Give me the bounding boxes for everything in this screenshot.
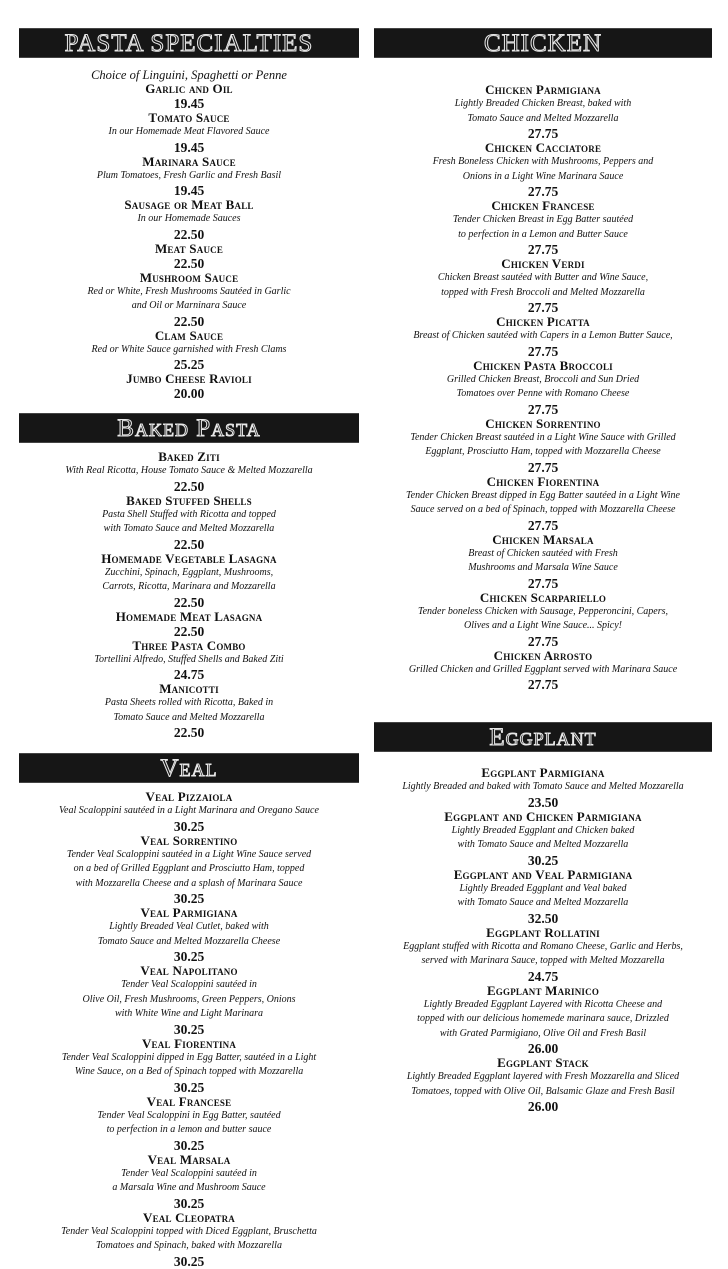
- menu-item-price: 27.75: [527, 677, 559, 692]
- menu-item: [19, 1153, 359, 1211]
- menu-item-price: 22.50: [173, 478, 205, 494]
- menu-item-price: 30.25: [173, 1137, 205, 1153]
- menu-item-price: 30.25: [173, 1021, 205, 1037]
- menu-item-name: Chicken Arrosto: [493, 647, 593, 663]
- menu-item: [374, 533, 712, 591]
- veal-header: [19, 753, 359, 783]
- menu-item-price: 30.25: [173, 1253, 205, 1269]
- menu-item-price: 22.50: [173, 725, 205, 740]
- menu-item-name: Veal Fiorentina: [141, 1035, 237, 1051]
- menu-item-description: Tender boneless Chicken with Sausage, Pepperoncini, Capers, Olives and a Light Wine Sauce... Spicy!: [417, 605, 669, 631]
- menu-item: [19, 372, 359, 401]
- menu-item-name: Baked Stuffed Shells: [126, 492, 252, 508]
- menu-item: [374, 475, 712, 533]
- menu-item-price: 30.25: [173, 1195, 205, 1211]
- menu-item-name: Three Pasta Combo: [132, 637, 246, 653]
- menu-item-name: Chicken Marsala: [492, 531, 594, 547]
- menu-item-price: 19.45: [173, 183, 205, 198]
- menu-item: [374, 315, 712, 359]
- menu-item-description: Pasta Shell Stuffed with Ricotta and topped with Tomato Sauce and Melted Mozzarella: [102, 508, 276, 534]
- menu-item-description: Tender Veal Scaloppini sautéed in Olive Oil, Fresh Mushrooms, Green Peppers, Onions with White Wine and Light Marinara: [82, 979, 296, 1019]
- chicken-items: [374, 83, 712, 692]
- veal-items: [19, 790, 359, 1269]
- menu-item-description: Tender Veal Scaloppini sautéed in a Marsala Wine and Mushroom Sauce: [112, 1167, 266, 1193]
- menu-item-description: Red or White, Fresh Mushrooms Sautéed in Garlic and Oil or Marninara Sauce: [87, 285, 291, 311]
- menu-item: [19, 82, 359, 111]
- menu-item: [19, 155, 359, 199]
- menu-item-description: Grilled Chicken and Grilled Eggplant served with Marinara Sauce: [408, 663, 678, 675]
- menu-item-description: Tender Chicken Breast sautéed in a Light Wine Sauce with Grilled Eggplant, Prosciutto Ham, topped with Mozzarella Cheese: [410, 431, 676, 457]
- menu-item-description: Fresh Boneless Chicken with Mushrooms, Peppers and Onions in a Light Wine Marinara Sauce: [432, 156, 654, 182]
- menu-item-name: Marinara Sauce: [142, 153, 236, 169]
- menu-item-name: Jumbo Cheese Ravioli: [126, 371, 252, 386]
- pasta-specialties-title: PASTA SPECIALTIES: [64, 29, 314, 57]
- menu-item-price: 27.75: [527, 633, 559, 649]
- menu-item-description: Tender Veal Scaloppini dipped in Egg Batter, sautéed in a Light Wine Sauce, on a Bed of Spinach topped with Mozzarella: [61, 1051, 317, 1077]
- menu-item: [19, 1037, 359, 1095]
- menu-item-name: Eggplant Parmigiana: [481, 765, 605, 780]
- menu-item-description: Lightly Breaded Eggplant and Chicken baked with Tomato Sauce and Melted Mozzarella: [451, 824, 635, 850]
- menu-item: [19, 242, 359, 271]
- menu-item-name: Chicken Fiorentina: [486, 473, 600, 489]
- menu-item-price: 27.75: [527, 459, 559, 475]
- menu-item-name: Chicken Francese: [491, 198, 595, 213]
- menu-item: [19, 329, 359, 373]
- menu-item-description: Lightly Breaded Eggplant Layered with Ricotta Cheese and topped with our delicious homemede marinara sauce, Drizzled with Grated Parmigiano, Olive Oil and Fresh Basil: [417, 998, 669, 1039]
- menu-item-description: In our Homemade Sauces: [137, 213, 241, 224]
- menu-item: [374, 257, 712, 315]
- menu-item-price: 26.00: [527, 1041, 559, 1056]
- menu-item-price: 30.25: [173, 949, 205, 964]
- menu-item: [374, 1056, 712, 1114]
- menu-item: [374, 359, 712, 417]
- menu-item-price: 22.50: [173, 313, 205, 329]
- menu-item-price: 27.75: [527, 126, 559, 141]
- menu-item-price: 27.75: [527, 517, 559, 533]
- menu-item: [19, 1095, 359, 1153]
- pasta-specialties-header: [19, 28, 359, 58]
- menu-item: [19, 906, 359, 964]
- menu-item-name: Chicken Picatta: [496, 314, 590, 329]
- menu-item-description: Chicken Breast sautéed with Butter and Wine Sauce, topped with Fresh Broccoli and Melted Mozzarella: [437, 272, 649, 298]
- menu-item: [19, 198, 359, 242]
- menu-item-description: In our Homemade Meat Flavored Sauce: [108, 126, 270, 137]
- menu-item-description: Pasta Sheets rolled with Ricotta, Baked in Tomato Sauce and Melted Mozzarella: [104, 697, 274, 723]
- menu-item-name: Eggplant and Chicken Parmigiana: [444, 808, 642, 824]
- menu-item-name: Mushroom Sauce: [139, 269, 239, 285]
- menu-item-name: Homemade Vegetable Lasagna: [101, 550, 277, 566]
- menu-item-description: Tender Veal Scaloppini topped with Diced Eggplant, Bruschetta Tomatoes and Spinach, baked with Mozzarella: [61, 1225, 317, 1251]
- menu-item: [374, 83, 712, 141]
- menu-item-description: Zucchini, Spinach, Eggplant, Mushrooms, Carrots, Ricotta, Marinara and Mozzarella: [102, 566, 276, 592]
- menu-item-price: 22.50: [173, 536, 205, 552]
- menu-item-name: Chicken Cacciatore: [484, 140, 602, 155]
- menu-item: [19, 790, 359, 834]
- chicken-title: CHICKEN: [483, 29, 603, 57]
- menu-item-name: Eggplant and Veal Parmigiana: [453, 866, 633, 882]
- menu-item: [19, 1211, 359, 1269]
- menu-item-name: Chicken Sorrentino: [485, 415, 601, 431]
- menu-item: [19, 610, 359, 639]
- menu-item-name: Veal Sorrentino: [140, 832, 238, 848]
- menu-item-price: 30.25: [527, 852, 559, 868]
- menu-item-description: Grilled Chicken Breast, Broccoli and Sun Dried Tomatoes over Penne with Romano Cheese: [446, 373, 640, 399]
- menu-item: [19, 111, 359, 155]
- menu-item-name: Eggplant Stack: [497, 1055, 589, 1070]
- menu-item-name: Chicken Scarpariello: [479, 589, 607, 605]
- eggplant-header: [374, 722, 712, 752]
- menu-item-description: Breast of Chicken sautéed with Capers in a Lemon Butter Sauce,: [413, 330, 673, 341]
- menu-item-description: Red or White Sauce garnished with Fresh Clams: [91, 343, 287, 355]
- left-column: [19, 28, 359, 1269]
- menu-item: [374, 984, 712, 1057]
- menu-item: [374, 141, 712, 199]
- menu-item-price: 27.75: [527, 401, 559, 417]
- menu-item-name: Chicken Pasta Broccoli: [473, 357, 613, 373]
- menu-item: [19, 682, 359, 740]
- menu-item-name: Veal Pizzaiola: [145, 789, 233, 804]
- menu-item: [374, 926, 712, 984]
- menu-item-name: Homemade Meat Lasagna: [115, 608, 263, 624]
- menu-item: [374, 417, 712, 475]
- menu-item: [19, 494, 359, 552]
- menu-item-price: 22.50: [173, 255, 205, 271]
- menu-item-description: Tender Veal Scaloppini sautéed in a Light Wine Sauce served on a bed of Grilled Eggplant and Prosciutto Ham, topped with Mozzarella Cheese and a splash of Marinara Sauce: [66, 848, 312, 889]
- menu-item: [374, 766, 712, 810]
- menu-item-name: Eggplant Rollatini: [486, 924, 600, 940]
- menu-item-name: Veal Cleopatra: [142, 1209, 235, 1225]
- menu-item-price: 22.50: [173, 226, 205, 242]
- menu-item-description: Lightly Breaded and baked with Tomato Sauce and Melted Mozzarella: [402, 781, 684, 792]
- eggplant-items: [374, 766, 712, 1114]
- menu-item-description: Tender Veal Scaloppini in Egg Batter, sautéed to perfection in a lemon and butter sauce: [97, 1109, 281, 1135]
- menu-item-name: Veal Francese: [146, 1093, 232, 1109]
- menu-item-price: 27.75: [527, 343, 559, 359]
- menu-item-description: Eggplant stuffed with Ricotta and Romano Cheese, Garlic and Herbs, served with Marinara Sauce, topped with Melted Mozzarella: [403, 940, 683, 966]
- menu-item: [374, 591, 712, 649]
- menu-item-name: Baked Ziti: [158, 449, 220, 464]
- menu-item-name: Veal Napolitano: [140, 963, 238, 978]
- menu-item-description: Breast of Chicken sautéed with Fresh Mushrooms and Marsala Wine Sauce: [468, 547, 618, 573]
- menu-item-description: Tortellini Alfredo, Stuffed Shells and Baked Ziti: [94, 653, 284, 665]
- menu-item-price: 25.25: [173, 357, 205, 372]
- menu-item-name: Garlic and Oil: [145, 81, 233, 96]
- veal-title: Veal: [160, 754, 218, 782]
- menu-item-name: Chicken Verdi: [501, 256, 585, 271]
- baked-pasta-header: [19, 413, 359, 443]
- eggplant-title: Eggplant: [489, 723, 597, 751]
- menu-item-price: 19.45: [173, 96, 205, 111]
- menu-item-description: Lightly Breaded Eggplant and Veal baked with Tomato Sauce and Melted Mozzarella: [457, 882, 629, 908]
- right-column: [374, 28, 712, 1114]
- menu-item-price: 23.50: [527, 794, 559, 810]
- menu-item: [19, 834, 359, 907]
- menu-item-price: 30.25: [173, 818, 205, 834]
- menu-item-name: Manicotti: [159, 681, 219, 696]
- menu-item-description: With Real Ricotta, House Tomato Sauce & Melted Mozzarella: [65, 465, 313, 476]
- menu-item-description: Tender Chicken Breast in Egg Batter sautéed to perfection in a Lemon and Butter Sauce: [452, 214, 634, 240]
- menu-item-price: 24.75: [173, 667, 205, 682]
- baked-pasta-items: [19, 450, 359, 740]
- menu-item-price: 30.25: [173, 891, 205, 906]
- menu-item-price: 24.75: [527, 968, 559, 984]
- menu-item-description: Veal Scaloppini sautéed in a Light Marinara and Oregano Sauce: [59, 805, 319, 816]
- menu-item-name: Eggplant Marinico: [486, 982, 600, 998]
- menu-item: [374, 810, 712, 868]
- menu-item: [19, 552, 359, 610]
- menu-item-price: 20.00: [173, 386, 205, 401]
- menu-item-name: Meat Sauce: [154, 240, 224, 256]
- menu-item: [19, 639, 359, 683]
- menu-item-price: 26.00: [527, 1099, 559, 1114]
- menu-item-price: 27.75: [527, 242, 559, 257]
- pasta-items: [19, 82, 359, 401]
- menu-item-name: Veal Marsala: [147, 1151, 231, 1167]
- pasta-intro: Choice of Linguini, Spaghetti or Penne: [91, 68, 287, 82]
- menu-item-price: 32.50: [527, 910, 559, 926]
- menu-item: [19, 450, 359, 494]
- menu-item-name: Chicken Parmigiana: [485, 82, 601, 97]
- menu-item-price: 27.75: [527, 184, 559, 199]
- menu-item: [374, 868, 712, 926]
- menu-item: [19, 271, 359, 329]
- menu-item-description: Lightly Breaded Veal Cutlet, baked with Tomato Sauce and Melted Mozzarella Cheese: [97, 921, 281, 947]
- menu-item-price: 27.75: [527, 300, 559, 315]
- menu-item-name: Veal Parmigiana: [140, 905, 238, 920]
- menu-item-description: Plum Tomatoes, Fresh Garlic and Fresh Basil: [96, 169, 282, 181]
- menu-item-price: 27.75: [527, 575, 559, 591]
- chicken-header: [374, 28, 712, 58]
- menu-item-name: Tomato Sauce: [148, 110, 230, 125]
- menu-item: [19, 964, 359, 1037]
- menu-item: [374, 199, 712, 257]
- menu-item-description: Tender Chicken Breast dipped in Egg Batter sautéed in a Light Wine Sauce served on a bed of Spinach, topped with Mozzarella Cheese: [406, 489, 680, 515]
- menu-item-description: Lightly Breaded Eggplant layered with Fresh Mozzarella and Sliced Tomatoes, topped with Olive Oil, Balsamic Glaze and Fresh Basil: [406, 1071, 680, 1097]
- menu-item-name: Clam Sauce: [154, 327, 224, 343]
- baked-pasta-title: Baked Pasta: [117, 414, 261, 442]
- menu-item-price: 22.50: [173, 623, 205, 639]
- menu-item-price: 30.25: [173, 1079, 205, 1095]
- menu-item-description: Lightly Breaded Chicken Breast, baked with Tomato Sauce and Melted Mozzarella: [454, 98, 632, 124]
- menu-item-price: 22.50: [173, 594, 205, 610]
- menu-item-price: 19.45: [173, 139, 205, 155]
- menu-item: [374, 649, 712, 693]
- menu-item-name: Sausage or Meat Ball: [124, 197, 254, 212]
